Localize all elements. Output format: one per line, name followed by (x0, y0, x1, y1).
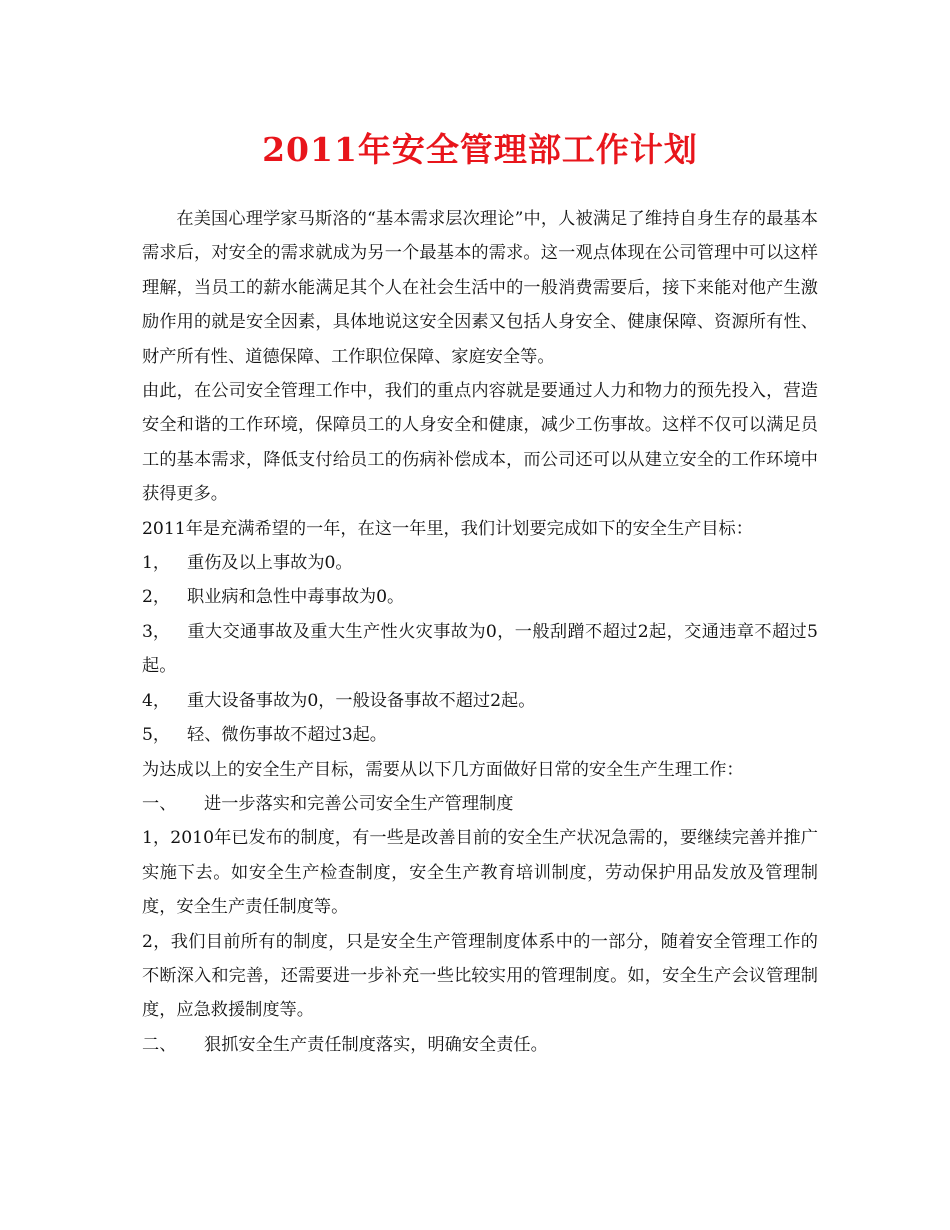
goal-text: 轻、微伤事故不超过3起。 (187, 725, 387, 746)
goal-number: 3， (142, 621, 171, 642)
goals-intro-paragraph: 2011年是充满希望的一年，在这一年里，我们计划要完成如下的安全生产目标： (142, 518, 753, 539)
goal-item (142, 718, 818, 752)
goal-number: 5， (142, 725, 171, 746)
section-number: 一、 (142, 793, 177, 814)
goal-number: 1， (142, 553, 171, 574)
section-heading (142, 1028, 818, 1062)
therefore-paragraph: 由此，在公司安全管理工作中，我们的重点内容就是要通过人力和物力的预先投入，营造安全和谐的工作环境，保障员工的人身安全和健康，减少工伤事故。这样不仅可以满足员工的基本需求，降低支付给员工的伤病补偿成本，而公司还可以从建立安全的工作环境中获得更多。 (142, 381, 818, 505)
section-heading-text: 进一步落实和完善公司安全生产管理制度 (204, 793, 514, 814)
intro-paragraph: 在美国心理学家马斯洛的“基本需求层次理论”中，人被满足了维持自身生存的最基本需求后，对安全的需求就成为另一个最基本的需求。这一观点体现在公司管理中可以这样理解，当员工的薪水能满足其个人在社会生活中的一般消费需要后，接下来能对他产生激励作用的就是安全因素，具体地说这安全因素又包括人身安全、健康保障、资源所有性、财产所有性、道德保障、工作职位保障、家庭安全等。 (142, 209, 818, 367)
section-item: 2，我们目前所有的制度，只是安全生产管理制度体系中的一部分，随着安全管理工作的不断深入和完善，还需要进一步补充一些比较实用的管理制度。如，安全生产会议管理制度，应急救援制度等。 (142, 931, 818, 1021)
goal-item (142, 615, 818, 684)
goal-item (142, 580, 818, 614)
document-title: 2011年安全管理部工作计划 (262, 130, 698, 169)
goal-item (142, 546, 818, 580)
section-heading (142, 787, 818, 821)
goal-item (142, 684, 818, 718)
section-heading-text: 狠抓安全生产责任制度落实，明确安全责任。 (204, 1034, 548, 1055)
goal-text: 重大交通事故及重大生产性火灾事故为0，一般刮蹭不超过2起，交通违章不超过5起。 (142, 621, 818, 677)
goal-text: 重大设备事故为0，一般设备事故不超过2起。 (187, 690, 536, 711)
goal-text: 职业病和急性中毒事故为0。 (187, 587, 405, 608)
goal-text: 重伤及以上事故为0。 (187, 553, 353, 574)
section-number: 二、 (142, 1034, 177, 1055)
work-intro-paragraph: 为达成以上的安全生产目标，需要从以下几方面做好日常的安全生产生理工作： (142, 759, 744, 780)
document-body (142, 202, 818, 1062)
goal-number: 4， (142, 690, 171, 711)
goal-number: 2， (142, 587, 171, 608)
section-item: 1，2010年已发布的制度，有一些是改善目前的安全生产状况急需的，要继续完善并推广实施下去。如安全生产检查制度，安全生产教育培训制度，劳动保护用品发放及管理制度，安全生产责任制度等。 (142, 828, 818, 918)
